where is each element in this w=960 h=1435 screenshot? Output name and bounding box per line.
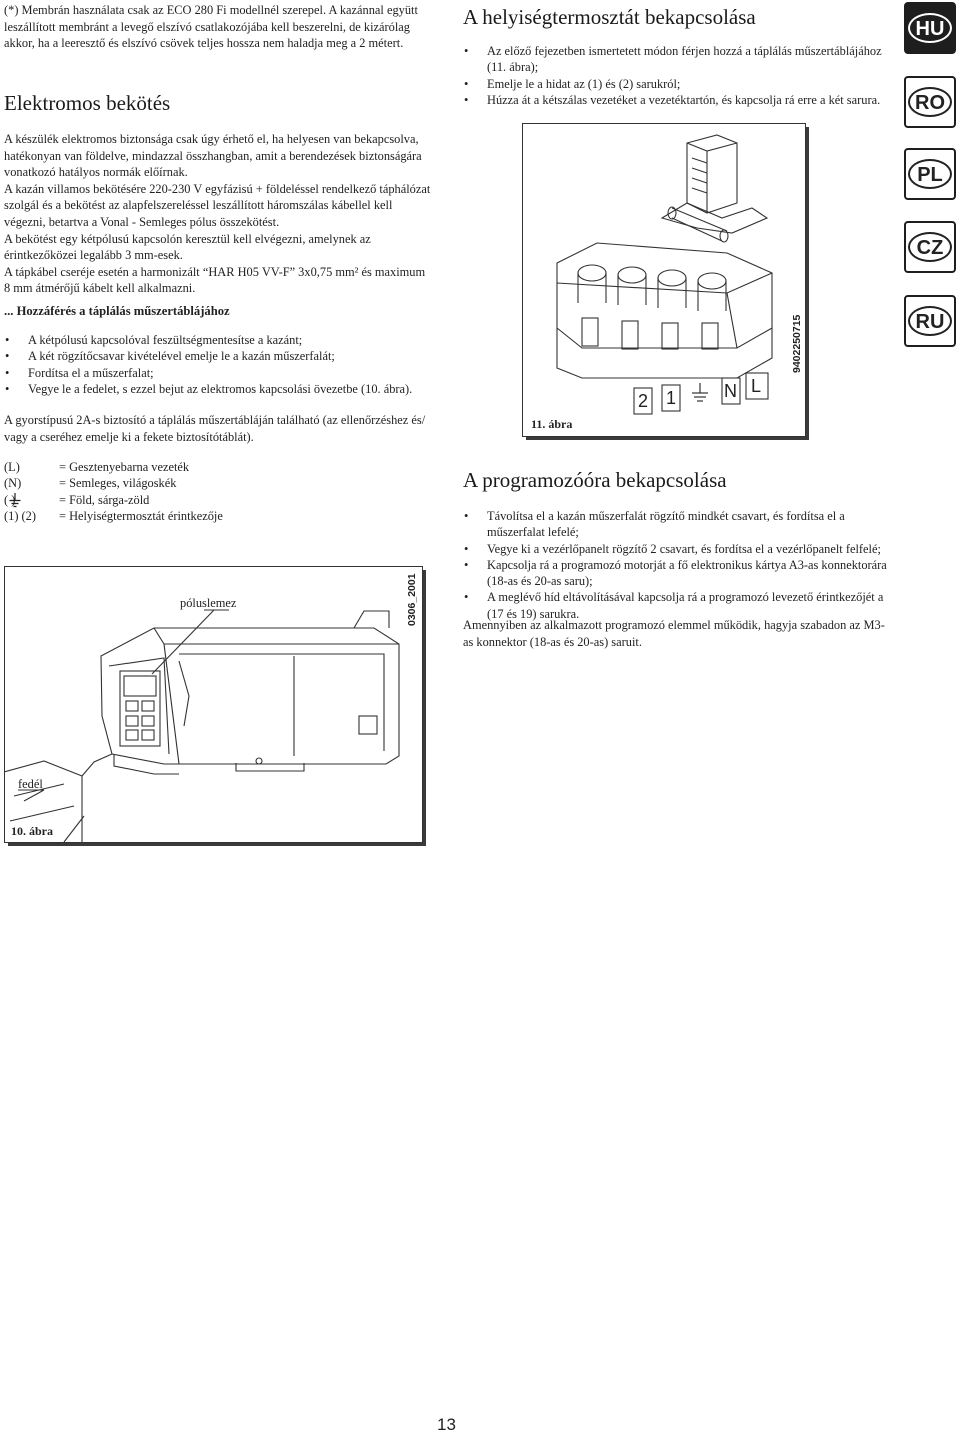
language-badge-hu: [904, 2, 956, 54]
section-title-electrical: Elektromos bekötés: [4, 91, 171, 115]
legend-value: = Helyiségtermosztát érintkezője: [59, 508, 223, 523]
programmer-steps: [463, 508, 895, 622]
list-item: • A kétpólusú kapcsolóval feszültségmentesítse a kazánt;: [4, 332, 434, 348]
figure-code: 0306_2001: [406, 573, 418, 626]
list-item: • Húzza át a kétszálas vezetéket a vezetéktartón, és kapcsolja rá erre a két sarura.: [463, 92, 895, 108]
wire-legend: [4, 459, 334, 524]
list-item: • Fordítsa el a műszerfalat;: [4, 365, 434, 381]
list-item: • Emelje le a hidat az (1) és (2) sarukról;: [463, 76, 895, 92]
language-code: HU: [908, 13, 952, 43]
list-item: • A két rögzítőcsavar kivételével emelje le a kazán műszerfalát;: [4, 348, 434, 364]
page-number: 13: [437, 1415, 456, 1434]
language-badge-cz: [904, 221, 956, 273]
list-item: • Távolítsa el a kazán műszerfalát rögzítő mindkét csavart, és fordítsa el a műszerfalat lefelé;: [463, 508, 895, 541]
figure-11: [522, 123, 810, 441]
label-cover: fedél: [18, 777, 43, 791]
figure-caption: 10. ábra: [11, 824, 53, 838]
terminal-label: L: [751, 376, 762, 396]
electrical-body: [4, 131, 433, 297]
language-code: PL: [908, 159, 952, 189]
figure-10: [4, 566, 429, 849]
ground-symbol-icon: [9, 493, 21, 508]
figure-code: 9402250715: [791, 314, 803, 373]
legend-row: [4, 492, 334, 508]
language-code: RU: [908, 306, 952, 336]
legend-value: = Föld, sárga-zöld: [59, 492, 150, 507]
language-badge-pl: [904, 148, 956, 200]
list-item: • Az előző fejezetben ismertetett módon férjen hozzá a táplálás műszertáblájához (11. ábra);: [463, 43, 895, 76]
legend-row: [4, 459, 334, 475]
language-code: CZ: [908, 232, 952, 262]
language-code: RO: [908, 87, 952, 117]
section-title-access: ... Hozzáférés a táplálás műszertáblájához: [4, 304, 230, 318]
list-item: • Kapcsolja rá a programozó motorját a fő elektronikus kártya A3-as konnektorára (18-as és 20-as saru);: [463, 557, 895, 590]
terminal-label: N: [724, 381, 737, 401]
footnote-membrane: (*) Membrán használata csak az ECO 280 Fi modellnél szerepel. A kazánnal együtt leszállított membránt a levegő elszívó csatlakozójába kell beszerelni, de kizárólag akkor, ha a leeresztő és elszívó csövek teljes hossza nem haladja meg a 2 métert.: [4, 3, 418, 51]
thermostat-steps: [463, 43, 895, 108]
legend-key: (N): [4, 476, 22, 491]
legend-key: (L): [4, 460, 20, 474]
legend-value: = Gesztenyebarna vezeték: [59, 460, 190, 474]
section-title-programmer: A programozóóra bekapcsolása: [463, 468, 727, 492]
legend-row: [4, 475, 334, 491]
terminal-label: 2: [638, 391, 649, 411]
legend-row: [4, 508, 334, 524]
fuse-note: A gyorstípusú 2A-s biztosító a táplálás műszertábláján található (az ellenőrzéshez és/ vagy a cseréhez emelje ki a fekete biztosítótáblát).: [4, 413, 426, 444]
electrical-paragraph: A kazán villamos bekötésére 220-230 V egyfázisú + földeléssel rendelkező táphálózat szolgál és a bekötést az alapfelszereléssel leszállított háromszálas kábellel kell végezni, betartva a Vonal - Semleges pólus összekötést.: [4, 181, 431, 229]
language-badge-ru: [904, 295, 956, 347]
access-steps: [4, 332, 434, 397]
language-badge-ro: [904, 76, 956, 128]
electrical-paragraph: A bekötést egy kétpólusú kapcsolón keresztül kell elvégezni, amelynek az érintkezőközei legalább 3 mm-esek.: [4, 231, 371, 263]
terminal-label: 1: [666, 388, 677, 408]
list-item: • Vegye ki a vezérlőpanelt rögzítő 2 csavart, és fordítsa el a vezérlőpanelt felfelé;: [463, 541, 895, 557]
electrical-paragraph: A tápkábel cseréje esetén a harmonizált “HAR H05 VV-F” 3x0,75 mm² és maximum 8 mm átmérőjű kábelt kell alkalmazni.: [4, 264, 426, 296]
legend-key: ( ): [4, 492, 16, 507]
list-item: • A meglévő híd eltávolításával kapcsolja rá a programozó levezető érintkezőjét a (17 és 19) sarukra.: [463, 589, 895, 622]
electrical-paragraph: A készülék elektromos biztonsága csak úgy érhető el, ha helyesen van bekapcsolva, hatékonyan van földelve, mindazzal összhangban, amit a berendezések biztonságára vonatkozó hatályos normák előírnak.: [4, 132, 422, 180]
label-pole-plate: póluslemez: [180, 596, 237, 610]
programmer-note: Amennyiben az alkalmazott programozó elemmel működik, hagyja szabadon az M3-as konnektor (18-as és 20-as) saruit.: [463, 618, 885, 649]
figure-caption: 11. ábra: [531, 417, 573, 431]
legend-key: (1) (2): [4, 508, 36, 523]
section-title-thermostat: A helyiségtermosztát bekapcsolása: [463, 5, 756, 29]
legend-value: = Semleges, világoskék: [59, 476, 177, 491]
list-item: • Vegye le a fedelet, s ezzel bejut az elektromos kapcsolási övezetbe (10. ábra).: [4, 381, 434, 397]
